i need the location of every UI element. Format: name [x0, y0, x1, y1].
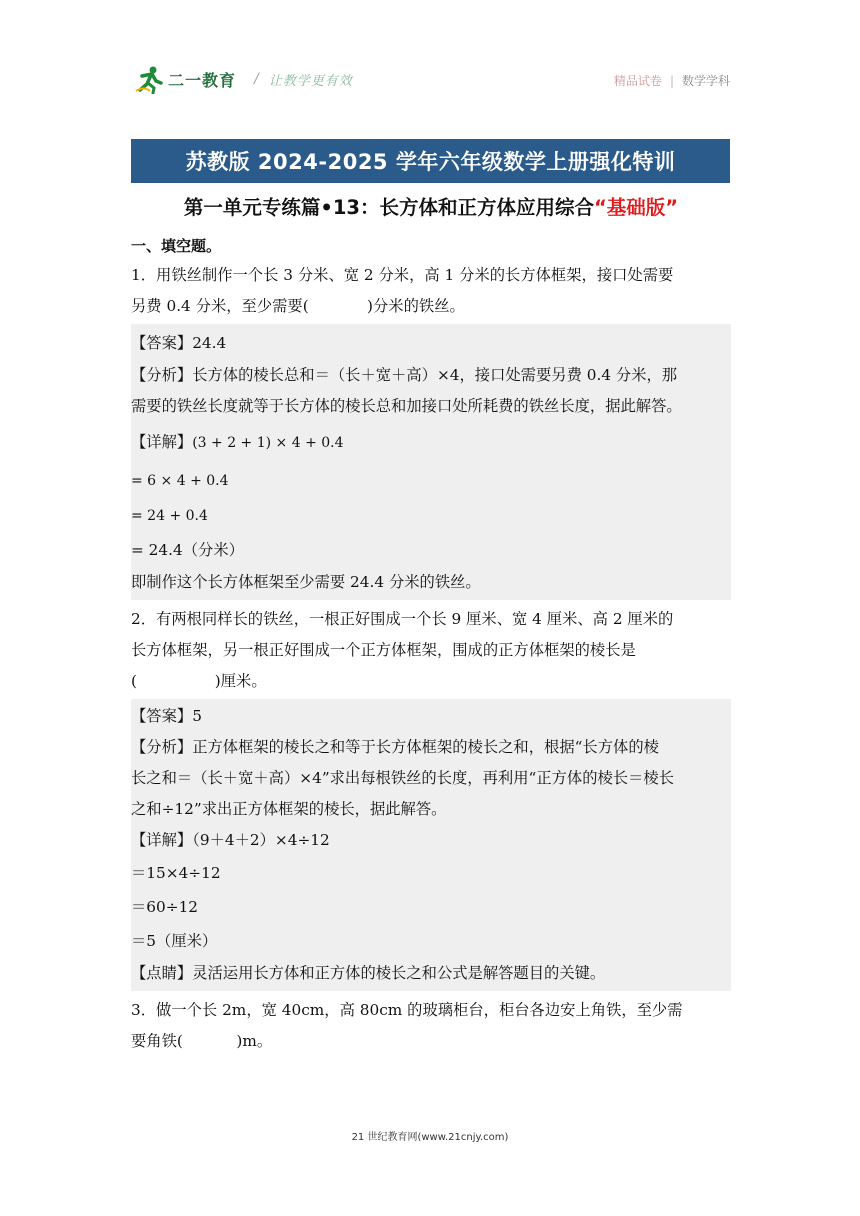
solution-block [131, 699, 731, 991]
page-footer: 21 世纪教育网(www.21cnjy.com) [351, 1132, 509, 1143]
analysis: 长之和＝（长＋宽＋高）×4”求出每根铁丝的长度，再利用“正方体的棱长＝棱长 [131, 769, 674, 787]
logo [134, 64, 353, 94]
page-header [0, 0, 860, 110]
tag-subject: 数学学科 [681, 74, 730, 88]
tag-quality: 精品试卷 [613, 74, 662, 88]
question-3 [131, 995, 731, 1057]
logo-text: 二一教育 [168, 70, 237, 90]
analysis: 需要的铁丝长度就等于长方体的棱长总和加接口处所耗费的铁丝长度，据此解答。 [131, 397, 682, 415]
math-step: ＝15×4÷12 [131, 864, 221, 882]
page-subtitle [131, 192, 731, 220]
analysis: 【分析】正方体框架的棱长之和等于长方体框架的棱长之和，根据“长方体的棱 [131, 738, 659, 756]
logo-divider: / [254, 71, 259, 87]
section-title: 一、填空题。 [131, 237, 222, 255]
analysis: 之和÷12”求出正方体框架的棱长，据此解答。 [131, 800, 447, 818]
solution-block [131, 324, 731, 600]
question-text: 2．有两根同样长的铁丝，一根正好围成一个长 9 厘米、宽 4 厘米、高 2 厘米的 [131, 610, 674, 628]
question-text: 3．做一个长 2m，宽 40cm，高 80cm 的玻璃柜台，柜台各边安上角铁，至少需 [131, 1001, 683, 1019]
question-text: 要角铁( )m。 [131, 1032, 273, 1050]
question-2 [131, 604, 731, 991]
answer: 【答案】24.4 [131, 334, 227, 352]
math-expression: (3 + 2 + 1) × 4 + 0.4 [192, 435, 344, 451]
math-step: ＝5（厘米） [131, 932, 218, 950]
math-step: = 24.4（分米） [131, 541, 244, 559]
title-banner: 苏教版 2024-2025 学年六年级数学上册强化特训 [131, 139, 730, 183]
analysis: 【分析】长方体的棱长总和＝（长＋宽＋高）×4，接口处需要另费 0.4 分米，那 [131, 366, 678, 384]
document-body [131, 232, 731, 1057]
subtitle-main: 第一单元专练篇•13：长方体和正方体应用综合 [183, 196, 594, 219]
key-point: 【点睛】灵活运用长方体和正方体的棱长之和公式是解答题目的关键。 [131, 964, 606, 982]
header-tags [614, 72, 730, 89]
question-text: 另费 0.4 分米，至少需要( )分米的铁丝。 [131, 297, 465, 315]
detail-label: 【详解】 [131, 433, 193, 451]
detail [131, 422, 731, 463]
subtitle-highlight: “基础版” [593, 196, 679, 219]
tag-divider: | [669, 73, 674, 88]
math-step: = 24 + 0.4 [131, 508, 208, 524]
question-text: 1．用铁丝制作一个长 3 分米、宽 2 分米，高 1 分米的长方体框架，接口处需要 [131, 266, 674, 284]
math-step: ＝60÷12 [131, 898, 199, 916]
math-step: = 6 × 4 + 0.4 [131, 473, 229, 489]
question-text: ( )厘米。 [131, 672, 267, 690]
answer: 【答案】5 [131, 707, 202, 725]
conclusion: 即制作这个长方体框架至少需要 24.4 分米的铁丝。 [131, 573, 481, 591]
runner-logo-icon [134, 64, 164, 94]
slogan: 让教学更有效 [268, 73, 353, 89]
question-text: 长方体框架，另一根正好围成一个正方体框架，围成的正方体框架的棱长是 [131, 641, 636, 659]
detail: 【详解】（9＋4＋2）×4÷12 [131, 831, 330, 849]
question-1 [131, 260, 731, 600]
